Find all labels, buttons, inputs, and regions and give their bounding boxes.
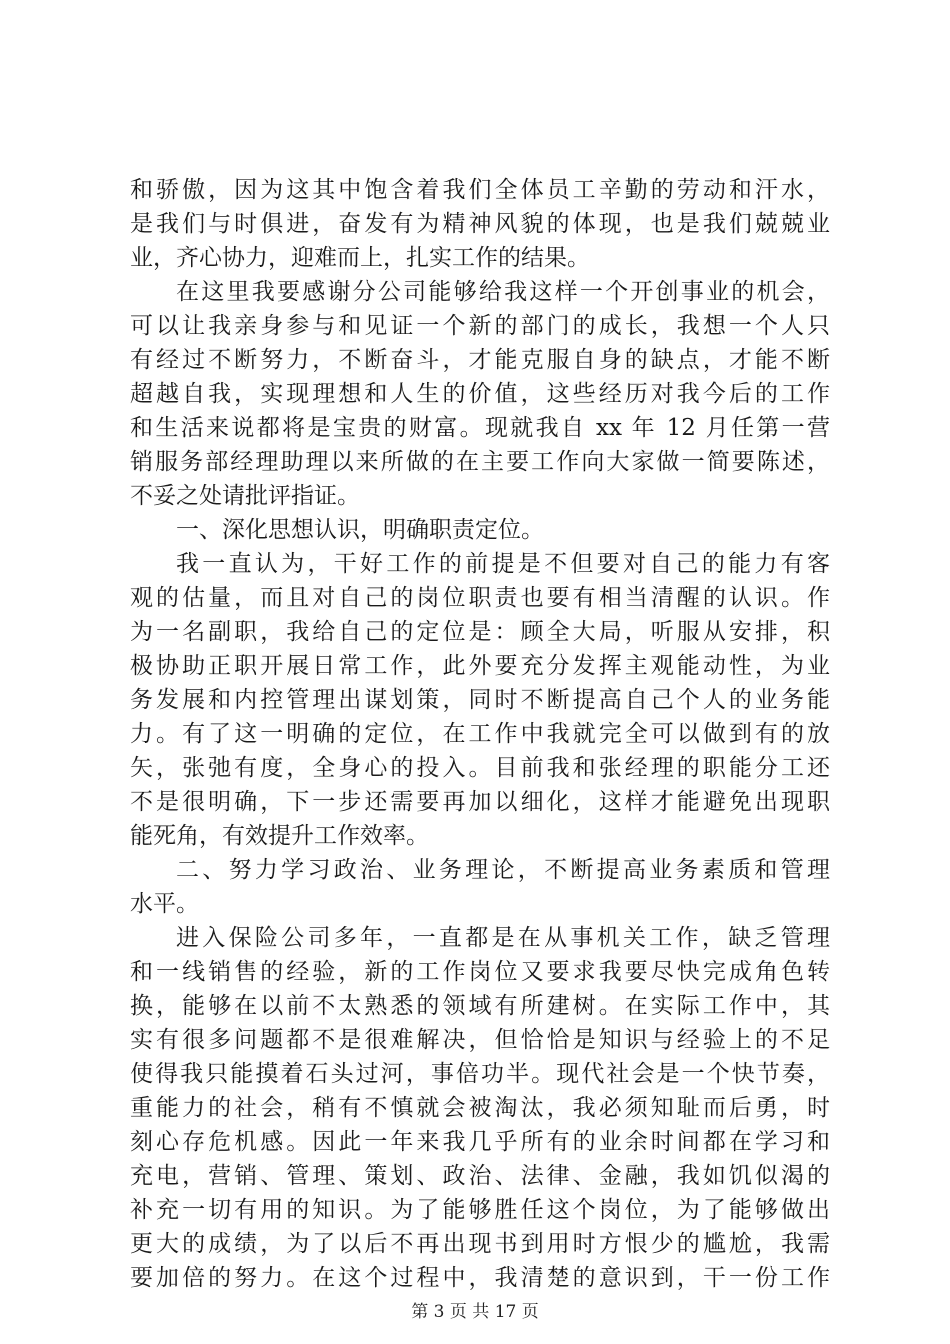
paragraph-line: 充电，营销、管理、策划、政治、法律、金融，我如饥似渴的: [130, 1163, 830, 1189]
paragraph-line: 可以让我亲身参与和见证一个新的部门的成长，我想一个人只: [130, 313, 830, 339]
paragraph-line: 业，齐心协力，迎难而上，扎实工作的结果。: [130, 245, 590, 271]
section-heading: 二、努力学习政治、业务理论，不断提高业务素质和管理: [176, 857, 830, 883]
paragraph-line: 不妥之处请批评指证。: [130, 483, 360, 509]
page-number-footer: 第 3 页 共 17 页: [411, 1302, 539, 1322]
paragraph-line: 更大的成绩，为了以后不再出现书到用时方恨少的尴尬，我需: [130, 1231, 830, 1257]
paragraph-line: 矢，张弛有度，全身心的投入。目前我和张经理的职能分工还: [130, 755, 830, 781]
paragraph-line: 有经过不断努力，不断奋斗，才能克服自身的缺点，才能不断: [130, 347, 830, 373]
paragraph-line: 和骄傲，因为这其中饱含着我们全体员工辛勤的劳动和汗水，: [130, 177, 830, 203]
paragraph-line: 刻心存危机感。因此一年来我几乎所有的业余时间都在学习和: [130, 1129, 830, 1155]
paragraph-line: 务发展和内控管理出谋划策，同时不断提高自己个人的业务能: [130, 687, 830, 713]
paragraph-line: 我一直认为，干好工作的前提是不但要对自己的能力有客: [176, 551, 830, 577]
paragraph-line: 重能力的社会，稍有不慎就会被淘汰，我必须知耻而后勇，时: [130, 1095, 830, 1121]
paragraph-line: 和一线销售的经验，新的工作岗位又要求我要尽快完成角色转: [130, 959, 830, 985]
paragraph-line: 进入保险公司多年，一直都是在从事机关工作，缺乏管理: [176, 925, 830, 951]
paragraph-line: 力。有了这一明确的定位，在工作中我就完全可以做到有的放: [130, 721, 830, 747]
paragraph-line: 换，能够在以前不太熟悉的领域有所建树。在实际工作中，其: [130, 993, 830, 1019]
section-heading: 水平。: [130, 891, 199, 917]
paragraph-line: 销服务部经理助理以来所做的在主要工作向大家做一简要陈述，: [130, 449, 830, 475]
paragraph-line: 观的估量，而且对自己的岗位职责也要有相当清醒的认识。作: [130, 585, 830, 611]
paragraph-line: 超越自我，实现理想和人生的价值，这些经历对我今后的工作: [130, 381, 830, 407]
paragraph-line: 实有很多问题都不是很难解决，但恰恰是知识与经验上的不足: [130, 1027, 830, 1053]
paragraph-line: 不是很明确，下一步还需要再加以细化，这样才能避免出现职: [130, 789, 830, 815]
paragraph-line: 使得我只能摸着石头过河，事倍功半。现代社会是一个快节奏，: [130, 1061, 830, 1087]
paragraph-line: 是我们与时俱进，奋发有为精神风貌的体现，也是我们兢兢业: [130, 211, 830, 237]
paragraph-line: 要加倍的努力。在这个过程中，我清楚的意识到，干一份工作: [130, 1265, 830, 1291]
paragraph-line: 在这里我要感谢分公司能够给我这样一个开创事业的机会，: [176, 279, 830, 305]
paragraph-line: 能死角，有效提升工作效率。: [130, 823, 429, 849]
paragraph-line: 极协助正职开展日常工作，此外要充分发挥主观能动性，为业: [130, 653, 830, 679]
paragraph-line: 为一名副职，我给自己的定位是：顾全大局，听服从安排，积: [130, 619, 830, 645]
paragraph-line: 补充一切有用的知识。为了能够胜任这个岗位，为了能够做出: [130, 1197, 830, 1223]
section-heading: 一、深化思想认识，明确职责定位。: [176, 517, 544, 543]
paragraph-line: 和生活来说都将是宝贵的财富。现就我自 xx 年 12 月任第一营: [130, 415, 830, 441]
